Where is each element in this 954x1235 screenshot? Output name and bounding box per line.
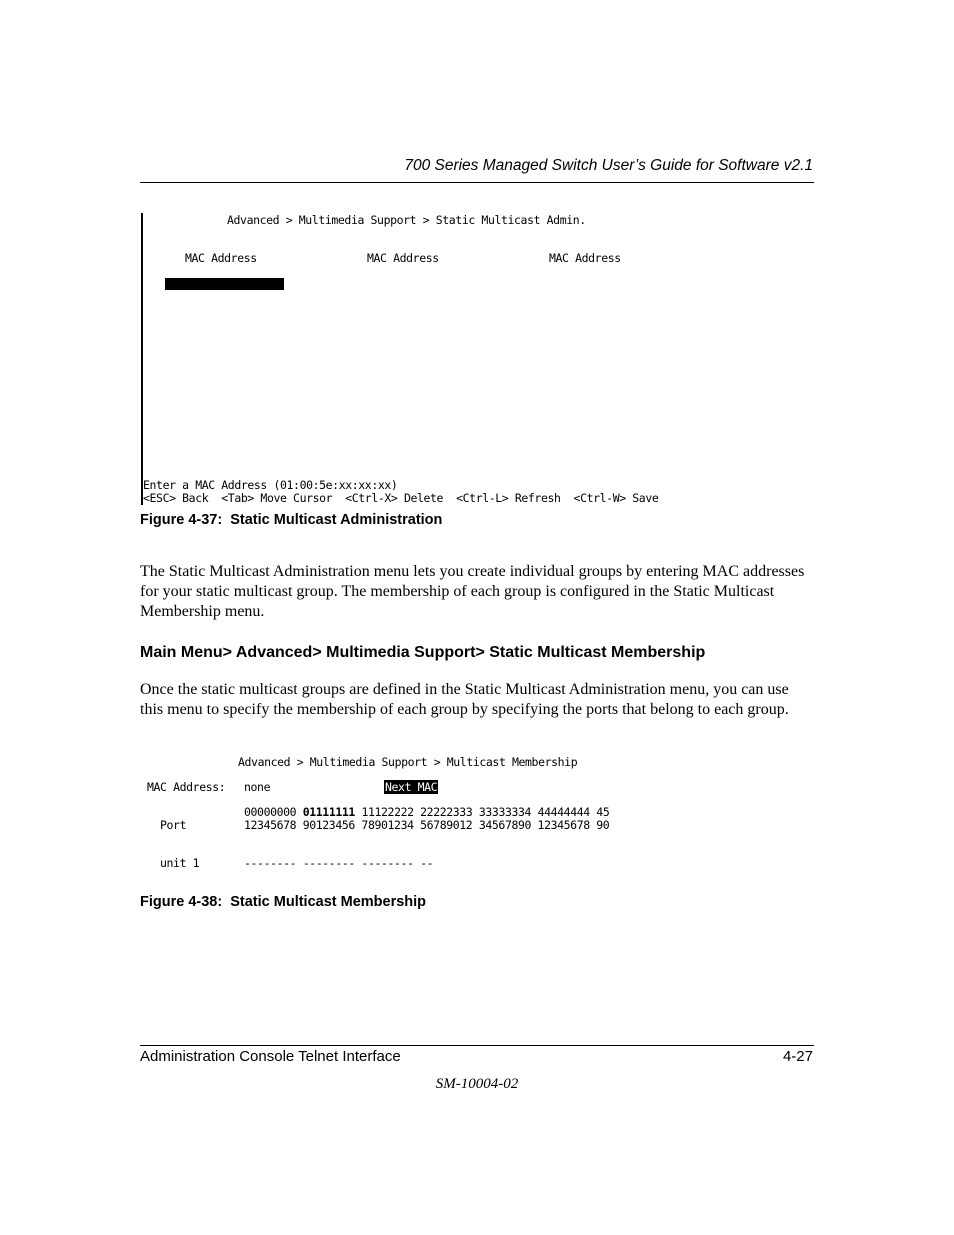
figure-4-37-caption: Figure 4-37: Static Multicast Administration (140, 512, 443, 528)
next-mac-button[interactable] (384, 780, 438, 794)
terminal-breadcrumb: Advanced > Multimedia Support > Static Multicast Admin. (227, 213, 586, 227)
port-numbers-row-tens (244, 805, 609, 819)
footer-page-number: 4-27 (782, 1048, 813, 1065)
footer-rule (140, 1045, 814, 1046)
footer-document-id: SM-10004-02 (435, 1076, 519, 1092)
mac-address-column-1: MAC Address (185, 251, 257, 265)
unit-label: unit 1 (160, 856, 200, 870)
port-label: Port (160, 818, 187, 832)
mac-address-input[interactable] (165, 278, 284, 290)
footer-section-title: Administration Console Telnet Interface (140, 1048, 401, 1065)
ports-tens-segment-2: 01111111 (302, 805, 355, 819)
figure-4-38-caption: Figure 4-38: Static Multicast Membership (140, 894, 427, 910)
ports-tens-segment-1: 00000000 (244, 805, 303, 819)
mac-address-label: MAC Address: (147, 780, 226, 794)
section-heading: Main Menu> Advanced> Multimedia Support> Static Multicast Membership (140, 644, 706, 661)
unit-membership-field[interactable]: -------- -------- -------- -- (244, 856, 434, 870)
header-rule (140, 182, 814, 183)
membership-breadcrumb: Advanced > Multimedia Support > Multicast Membership (238, 755, 578, 769)
paragraph-multicast-membership: Once the static multicast groups are defined in the Static Multicast Administration menu, you can use this menu to specify the membership of each group by specifying the ports that belong to each group. (140, 681, 789, 718)
port-numbers-row-units: 12345678 90123456 78901234 56789012 34567890 12345678 90 (244, 818, 610, 832)
mac-address-column-3: MAC Address (549, 251, 621, 265)
mac-address-value: none (244, 780, 271, 794)
running-header-title: 700 Series Managed Switch User’s Guide for Software v2.1 (404, 157, 813, 174)
terminal-key-help: <ESC> Back <Tab> Move Cursor <Ctrl-X> Delete <Ctrl-L> Refresh <Ctrl-W> Save (143, 491, 659, 505)
ports-tens-segment-3: 11122222 22222333 33333334 44444444 45 (354, 805, 610, 819)
mac-address-column-2: MAC Address (367, 251, 439, 265)
terminal-left-border (141, 213, 143, 505)
paragraph-static-multicast-admin: The Static Multicast Administration menu lets you create individual groups by entering MAC addresses for your static multicast group. The membership of each group is configured in the Static Multicast Membership menu. (140, 563, 805, 620)
next-mac-label: Next MAC (385, 780, 438, 794)
terminal-prompt: Enter a MAC Address (01:00:5e:xx:xx:xx) (143, 478, 398, 492)
